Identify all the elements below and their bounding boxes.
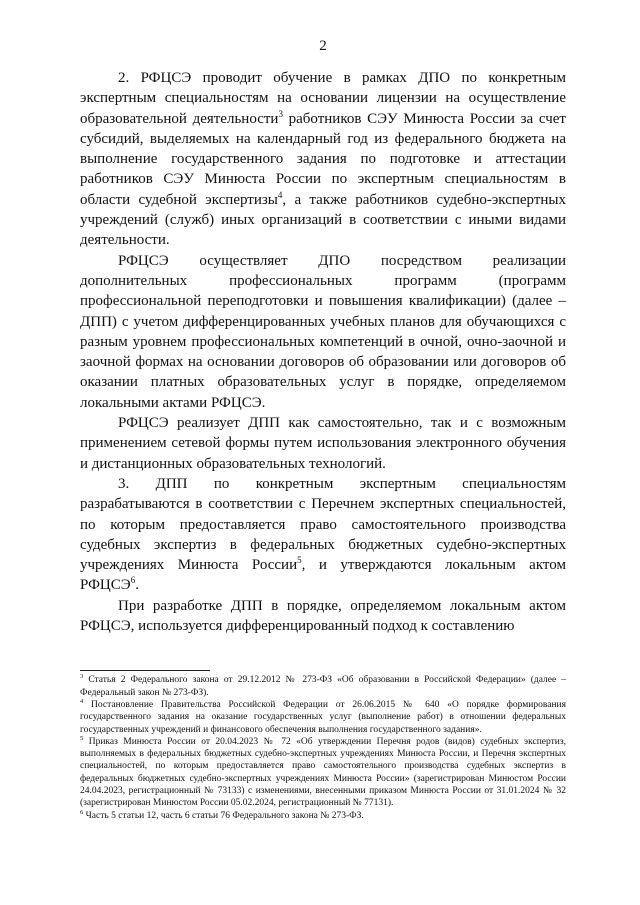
footnotes: [80, 674, 566, 822]
footnote-ref[interactable]: 6: [130, 575, 136, 586]
footnote: $^4$ Постановление Правительства Российской Федерации от 26.06.2015 № 640 «О порядке формирования государственного задания на оказание государственных услуг (выполнение работ) в отношении федеральных государственных учреждений и финансового обеспечения выполнения государственного задания».: [80, 697, 567, 735]
paragraph-3: РФЦСЭ реализует ДПП как самостоятельно, так и с возможным применением сетевой формы путем использования электронного обучения и дистанционных образовательных технологий.: [80, 415, 566, 472]
footnote: $^6$ Часть 5 статьи 12, часть 6 статьи 76 Федерального закона № 273-ФЗ.: [80, 808, 364, 821]
paragraph-5: При разработке ДПП в порядке, определяемом локальным актом РФЦСЭ, используется дифференцированный подход к составлению: [80, 597, 566, 635]
paragraph-2: РФЦСЭ осуществляет ДПО посредством реализации дополнительных профессиональных программ (программ профессиональной переподготовки и повышения квалификации) (далее – ДПП) с учетом дифференцированных учебных планов для обучающихся с разным уровнем профессиональных компетенций в очной, очно-заочной и заочной формах на основании договоров об образовании или договоров об оказании платных образовательных услуг в порядке, определяемом локальными актами РФЦСЭ.: [80, 252, 566, 411]
footnote: $^5$ Приказ Минюста России от 20.04.2023 № 72 «Об утверждении Перечня родов (видов) судебных экспертиз, выполняемых в федеральных бюджетных судебно-экспертных учреждениях Минюста России, и Перечня экспертных специальностей, по которым предоставляется право самостоятельного производства судебных экспертиз в федеральных бюджетных судебно-экспертных учреждениях Минюста России» (зарегистрирован Минюстом России 24.04.2023, регистрационный № 73133) с изменениями, внесенными приказом Минюста России от 31.01.2024 № 32 (зарегистрирован Минюстом России 05.02.2024, регистрационный № 77131).: [80, 734, 566, 809]
paragraph-1: 2. РФЦСЭ проводит обучение в рамках ДПО по конкретным экспертным специальностям на основании лицензии на осуществление образовательной деятельности$^3$ работников СЭУ Минюста России за счет субсидий, выделяемых на календарный год из федерального бюджета на выполнение государственного задания по подготовке и аттестации работников СЭУ Минюста России по экспертным специальностям в области судебной экспертизы$^4$, а также работников судебно-экспертных учреждений (служб) иных организаций в соответствии с иными видами деятельности.: [80, 70, 567, 249]
footnote: $^3$ Статья 2 Федерального закона от 29.12.2012 № 273-ФЗ «Об образовании в Российской Федерации» (далее – Федеральный закон № 273-ФЗ).: [80, 673, 566, 698]
paragraph-4: 3. ДПП по конкретным экспертным специальностям разрабатываются в соответствии с Перечнем экспертных специальностей, по которым предоставляется право самостоятельного производства судебных экспертиз в федеральных бюджетных судебно-экспертных учреждениях Минюста России$^5$, и утверждаются локальным актом РФЦСЭ$^6$.: [80, 475, 566, 594]
main-text: [80, 68, 566, 636]
footnote-ref[interactable]: 3: [278, 108, 283, 119]
footnote-separator: [80, 670, 210, 671]
footnote-ref[interactable]: 4: [277, 189, 283, 200]
page-number: 2: [319, 38, 327, 54]
footnote-ref[interactable]: 5: [297, 555, 302, 566]
